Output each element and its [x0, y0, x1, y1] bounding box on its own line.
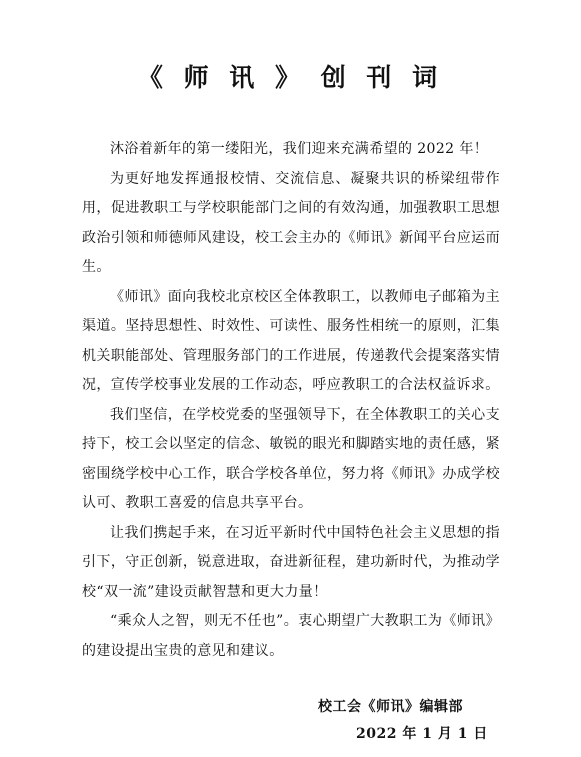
- paragraph-closing: “乘众人之智，则无不任也”。衷心期望广大教职工为《师讯》的建设提出宝贵的意见和建议。: [82, 613, 500, 659]
- paragraph-call-to-action: 让我们携起手来，在习近平新时代中国特色社会主义思想的指引下，守正创新，锐意进取，奋进新征程，建功新时代，为推动学校“双一流”建设贡献智慧和更大力量！: [82, 524, 500, 600]
- paragraph-purpose: 为更好地发挥通报校情、交流信息、凝聚共识的桥梁纽带作用，促进教职工与学校职能部门之间的有效沟通，加强教职工思想政治引领和师德师风建设，校工会主办的《师讯》新闻平台应运而生。: [82, 170, 500, 275]
- date: 2022 年 1 月 1 日: [356, 726, 488, 742]
- document-title: 《 师 讯 》 创 刊 词: [137, 63, 444, 92]
- signature: 校工会《师讯》编辑部: [318, 699, 463, 715]
- document-body: [82, 135, 500, 666]
- paragraph-audience: 《师讯》面向我校北京校区全体教职工，以教师电子邮箱为主渠道。坚持思想性、时效性、可读性、服务性相统一的原则，汇集机关职能部处、管理服务部门的工作进展，传递教代会提案落实情况，宣传学校事业发展的工作动态，呼应教职工的合法权益诉求。: [82, 288, 500, 393]
- paragraph-greeting: 沐浴着新年的第一缕阳光，我们迎来充满希望的 2022 年！: [110, 141, 489, 157]
- paragraph-commitment: 我们坚信，在学校党委的坚强领导下，在全体教职工的关心支持下，校工会以坚定的信念、敏锐的眼光和脚踏实地的责任感，紧密围绕学校中心工作，联合学校各单位，努力将《师讯》办成学校认可、教职工喜爱的信息共享平台。: [82, 406, 500, 511]
